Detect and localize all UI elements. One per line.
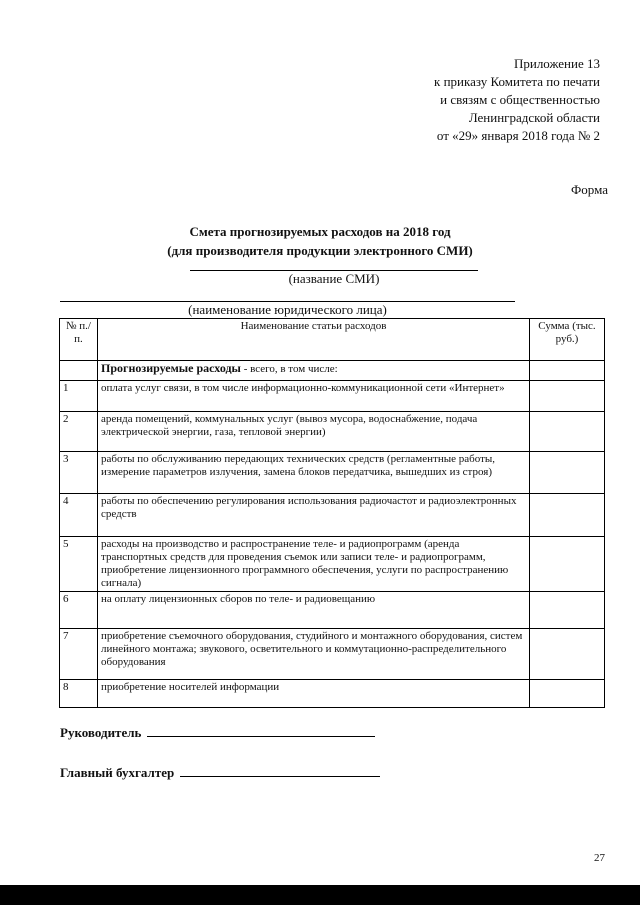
estimate-table — [59, 318, 605, 708]
row-sum-cell[interactable] — [530, 629, 605, 680]
accountant-signature-label: Главный бухгалтер — [60, 765, 175, 780]
appendix-line-1: Приложение 13 — [513, 56, 600, 71]
scan-bottom-border — [0, 885, 640, 905]
table-row — [60, 381, 605, 412]
appendix-line-3: и связям с общественностью — [440, 92, 600, 107]
header-number: № п./п. — [60, 319, 98, 361]
head-signature — [60, 724, 375, 741]
row-number: 1 — [60, 381, 98, 412]
table-row — [60, 592, 605, 629]
legal-entity-caption: (наименование юридического лица) — [188, 302, 387, 317]
row-sum-cell[interactable] — [530, 412, 605, 452]
page-number: 27 — [594, 852, 605, 864]
head-signature-line[interactable] — [147, 724, 375, 737]
header-sum: Сумма (тыс. руб.) — [530, 319, 605, 361]
table-row — [60, 452, 605, 494]
row-item-name: на оплату лицензионных сборов по теле- и радиовещанию — [98, 592, 530, 629]
header-item-name: Наименование статьи расходов — [98, 319, 530, 361]
form-label: Форма — [571, 182, 608, 197]
row-number: 3 — [60, 452, 98, 494]
row-number: 7 — [60, 629, 98, 680]
title-line-2: (для производителя продукции электронного СМИ) — [167, 243, 473, 258]
total-label-rest: - всего, в том числе: — [240, 363, 338, 375]
row-item-name: работы по обеспечению регулирования использования радиочастот и радиоэлектронных средств — [98, 494, 530, 537]
head-signature-label: Руководитель — [60, 725, 142, 740]
row-number: 8 — [60, 680, 98, 708]
table-row — [60, 629, 605, 680]
row-sum-cell[interactable] — [530, 494, 605, 537]
row-item-name: расходы на производство и распространение теле- и радиопрограмм (аренда транспортных средств для проведения съемок или записи теле- и радиопрограмм, приобретение лицензионного программного обеспечения, услуги по распространению сигнала) — [98, 537, 530, 592]
table-row — [60, 412, 605, 452]
document-title — [0, 222, 640, 260]
table-row — [60, 494, 605, 537]
row-number: 6 — [60, 592, 98, 629]
row-sum-cell[interactable] — [530, 452, 605, 494]
row-sum-cell[interactable] — [530, 592, 605, 629]
row-item-name: работы по обслуживанию передающих технических средств (регламентные работы, измерение параметров излучения, замена блоков передатчика, вышедших из строя) — [98, 452, 530, 494]
row-item-name: аренда помещений, коммунальных услуг (вывоз мусора, водоснабжение, подача электрической энергии, газа, тепловой энергии) — [98, 412, 530, 452]
table-row — [60, 680, 605, 708]
total-sum-cell[interactable] — [530, 361, 605, 381]
total-row — [60, 361, 605, 381]
row-sum-cell[interactable] — [530, 537, 605, 592]
total-number-cell — [60, 361, 98, 381]
accountant-signature — [60, 764, 380, 781]
smi-name-caption: (название СМИ) — [288, 271, 380, 286]
row-item-name: приобретение носителей информации — [98, 680, 530, 708]
total-label-bold: Прогнозируемые расходы — [101, 361, 241, 375]
row-number: 5 — [60, 537, 98, 592]
row-number: 4 — [60, 494, 98, 537]
appendix-line-5: от «29» января 2018 года № 2 — [436, 128, 600, 143]
table-header-row — [60, 319, 605, 361]
row-sum-cell[interactable] — [530, 381, 605, 412]
row-item-name: приобретение съемочного оборудования, студийного и монтажного оборудования, систем линейного монтажа; звукового, осветительного и коммутационно-распределительного оборудования — [98, 629, 530, 680]
row-item-name: оплата услуг связи, в том числе информационно-коммуникационной сети «Интернет» — [98, 381, 530, 412]
appendix-line-4: Ленинградской области — [468, 110, 600, 125]
total-label-cell — [98, 361, 530, 381]
row-sum-cell[interactable] — [530, 680, 605, 708]
row-number: 2 — [60, 412, 98, 452]
appendix-line-2: к приказу Комитета по печати — [434, 74, 600, 89]
table-row — [60, 537, 605, 592]
appendix-header — [340, 55, 600, 145]
accountant-signature-line[interactable] — [180, 764, 380, 777]
title-line-1: Смета прогнозируемых расходов на 2018 год — [189, 224, 451, 239]
